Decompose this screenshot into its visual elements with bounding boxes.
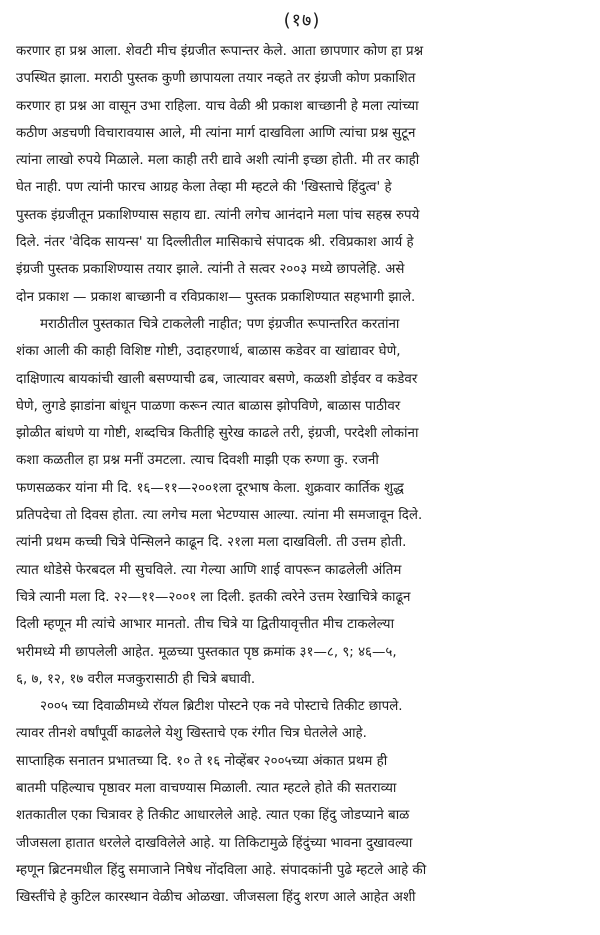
text-line: घेत नाही. पण त्यांनी फारच आग्रह केला तेव्हा मी म्हटले की 'खिस्ताचे हिंदुत्व' हे [16,180,392,196]
text-line: त्यावर तीनशे वर्षांपूर्वी काढलेले येशु खिस्ताचे एक रंगीत चित्र घेतलेले आहे. [16,726,367,742]
text-line: इंग्रजी पुस्तक प्रकाशिण्यास तयार झाले. त्यांनी ते सत्वर २००३ मध्ये छापलेहि. असे [16,262,405,278]
text-line: चित्रे त्यानी मला दि. २२—११—२००१ ला दिली. इतकी त्वरेने उत्तम रेखाचित्रे काढून [16,589,411,605]
text-line: कठीण अडचणी विचारावयास आले, मी त्यांना मार्ग दाखविला आणि त्यांचा प्रश्न सुटून [16,125,416,141]
text-line: करणार हा प्रश्न आला. शेवटी मीच इंग्रजीत रूपान्तर केले. आता छापणार कोण हा प्रश्न [16,44,424,59]
text-line: उपस्थित झाला. मराठी पुस्तक कुणी छापायला तयार नव्हते तर इंग्रजी कोण प्रकाशित [16,71,416,87]
text-line: २००५ च्या दिवाळीमध्ये रॉयल ब्रिटीश पोस्टने एक नवे पोस्टाचे तिकीट छापले. [40,699,403,715]
text-line: घेणे, लुगडे झाडांना बांधून पाळणा करून त्यात बाळास झोपविणे, बाळास पाठीवर [16,398,401,414]
paragraph-2 [16,311,588,693]
text-line: म्हणून ब्रिटनमधील हिंदु समाजाने निषेध नोंदविला आहे. संपादकांनी पुढे म्हटले आहे की [16,862,427,878]
text-line: त्यांनी प्रथम कच्ची चित्रे पेन्सिलने काढून दि. २१ला मला दाखविली. ती उत्तम होती. [16,535,407,551]
text-line: भरीमध्ये मी छापलेली आहेत. मूळच्या पुस्तकात पृष्ठ क्रमांक ३१—८, ९; ४६—५, [16,644,397,660]
text-line: त्यांना लाखो रुपये मिळाले. मला काही तरी द्यावे अशी त्यांनी इच्छा होती. मी तर काही [16,153,420,169]
page-number: (१७) [283,10,321,31]
text-line: त्यात थोडेसे फेरबदल मी सुचविले. त्या गेल्या आणि शाई वापरून काढलेली अंतिम [16,562,402,578]
text-line: साप्ताहिक सनातन प्रभातच्या दि. १० ते १६ नोव्हेंबर २००५च्या अंकात प्रथम ही [16,753,388,769]
text-line: दिले. नंतर 'वेदिक सायन्स' या दिल्लीतील मासिकाचे संपादक श्री. रविप्रकाश आर्य हे [16,235,414,251]
paragraph-3 [16,693,588,911]
text-line: दाक्षिणात्य बायकांची खाली बसण्याची ढब, जात्यावर बसणे, कळशी डोईवर व कडेवर [16,371,418,387]
text-line: शंका आली की काही विशिष्ट गोष्टी, उदाहरणार्थ, बाळास कडेवर वा खांद्यावर घेणे, [16,344,401,360]
text-line: प्रतिपदेचा तो दिवस होता. त्या लगेच मला भेटण्यास आल्या. त्यांना मी समजावून दिले. [16,508,423,524]
text-line: बातमी पहिल्याच पृष्ठावर मला वाचण्यास मिळाली. त्यात म्हटले होते की सतराव्या [16,781,397,797]
text-line: झोळीत बांधणे या गोष्टी, शब्दचित्र कितीहि सुरेख काढले तरी, इंग्रजी, परदेशी लोकांना [16,426,419,442]
text-line: जीजसला हातात धरलेले दाखविलेले आहे. या तिकिटामुळे हिंदुंच्या भावना दुखावल्या [16,835,413,851]
text-line: पुस्तक इंग्रजीतून प्रकाशिण्यास सहाय द्या. त्यांनी लगेच आनंदाने मला पांच सहस्र रुपये [16,207,420,223]
text-line: मराठीतील पुस्तकात चित्रे टाकलेली नाहीत; पण इंग्रजीत रूपान्तरित करतांना [40,316,400,332]
paragraph-1 [16,38,588,311]
text-line: दिली म्हणून मी त्यांचे आभार मानतो. तीच चित्रे या द्वितीयावृत्तीत मीच टाकलेल्या [16,617,395,633]
text-line: कशा कळतील हा प्रश्न मनीं उमटला. त्याच दिवशी माझी एक रुग्णा कु. रजनी [16,453,379,469]
text-line: दोन प्रकाश — प्रकाश बाच्छानी व रविप्रकाश— पुस्तक प्रकाशिण्यात सहभागी झाले. [16,289,416,305]
text-line: ६, ७, १२, १७ वरील मजकुरासाठी ही चित्रे बघावी. [16,671,256,687]
text-line: फणसळकर यांना मी दि. १६—११—२००१ला दूरभाष केला. शुक्रवार कार्तिक शुद्ध [16,480,404,496]
text-line: खिस्तींचे हे कुटिल कारस्थान वेळीच ओळखा. जीजसला हिंदु शरण आले आहेत अशी [16,890,416,906]
text-line: करणार हा प्रश्न आ वासून उभा राहिला. याच वेळी श्री प्रकाश बाच्छानी हे मला त्यांच्या [16,98,419,114]
text-line: शतकातील एका चित्रावर हे तिकीट आधारलेले आहे. त्यात एका हिंदु जोडप्याने बाळ [16,808,410,824]
